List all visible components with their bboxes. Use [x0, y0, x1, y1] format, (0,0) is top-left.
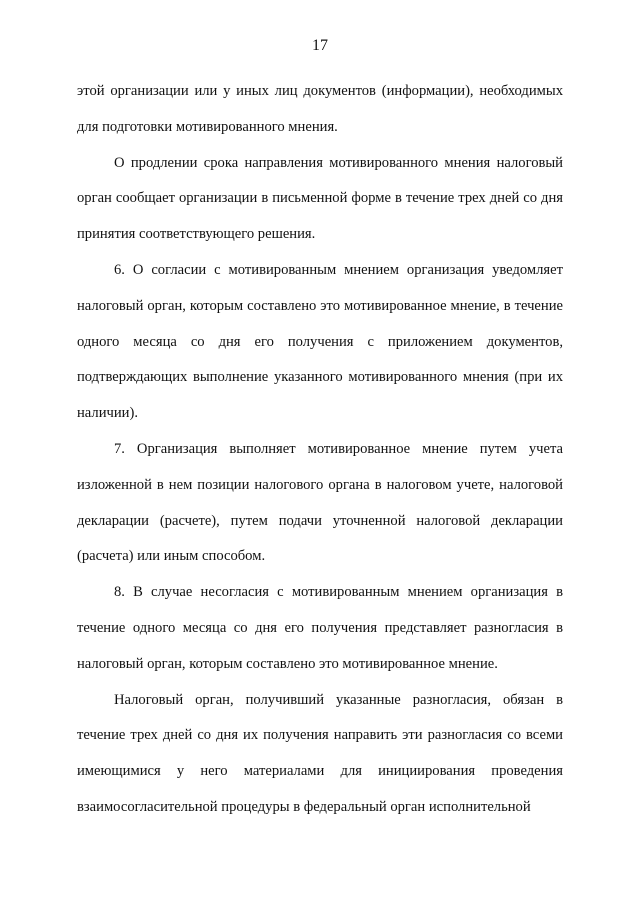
paragraph-item-7: 7. Организация выполняет мотивированное мнение путем учета изложенной в нем позиции налогового органа в налоговом учете, налоговой декларации (расчете), путем подачи уточненной налоговой декларации (расчета) или иным способом.	[77, 440, 563, 565]
paragraph-disagreement-procedure: Налоговый орган, получивший указанные разногласия, обязан в течение трех дней со дня их получения направить эти разногласия со всеми имеющимися у него материалами для инициирования проведения взаимосогласительной процедуры в федеральный орган исполнительной	[77, 691, 563, 815]
page-number: 17	[312, 37, 328, 54]
paragraph-continuation: этой организации или у иных лиц документов (информации), необходимых для подготовки мотивированного мнения.	[77, 83, 563, 135]
paragraph-item-8: 8. В случае несогласия с мотивированным мнением организация в течение одного месяца со дня его получения представляет разногласия в налоговый орган, которым составлено это мотивированное мнение.	[77, 584, 563, 672]
paragraph-item-6: 6. О согласии с мотивированным мнением организация уведомляет налоговый орган, которым составлено это мотивированное мнение, в течение одного месяца со дня его получения с приложением документов, подтверждающих выполнение указанного мотивированного мнения (при их наличии).	[77, 261, 563, 422]
paragraph-extension-notice: О продлении срока направления мотивированного мнения налоговый орган сообщает организации в письменной форме в течение трех дней со дня принятия соответствующего решения.	[77, 154, 563, 243]
document-body	[77, 74, 563, 826]
